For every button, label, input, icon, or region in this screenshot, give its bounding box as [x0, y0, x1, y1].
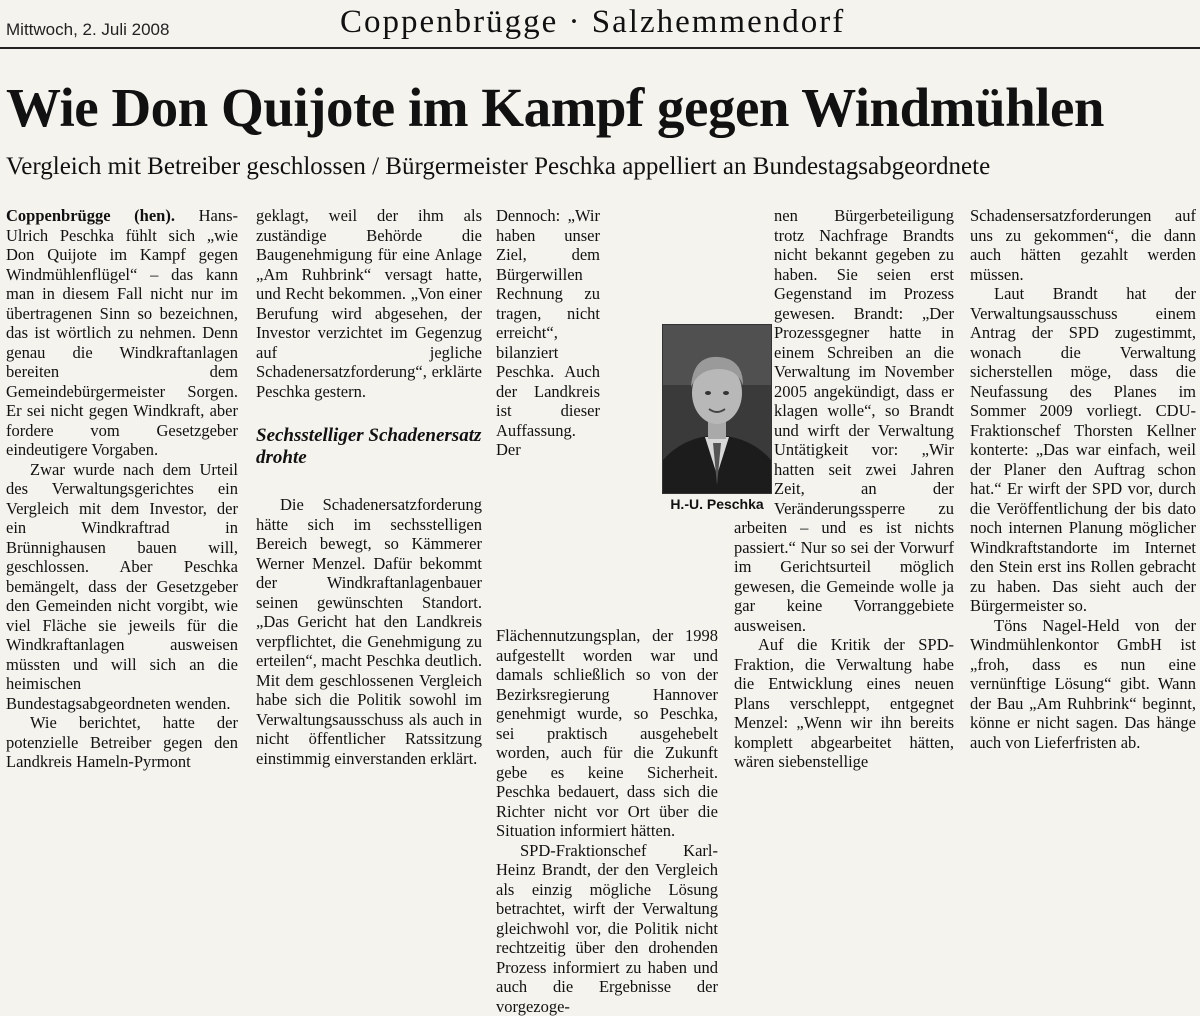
- paragraph-text: Hans-Ulrich Peschka fühlt sich „wie Don Quijote im Kampf gegen Windmühlenflügel“ – das kann man in diesem Fall nicht nur im übertragenen Sinn so bezeichnen, das ist wörtlich zu nehmen. Denn genau die Windkraftanlagen bereiten dem Gemeindebürgermeister Sorgen. Er sei nicht gegen Windkraft, aber fordere vom Gesetzgeber eindeutigere Vorgaben.: [6, 206, 238, 459]
- article-headline: Wie Don Quijote im Kampf gegen Windmühlen: [6, 78, 1104, 138]
- article-paragraph: geklagt, weil der ihm als zuständige Behörde die Baugenehmigung für eine Anlage „Am Ruhbrink“ versagt hatte, und Recht bekommen. „Von einer Berufung wird abgesehen, der Investor verzichtet im Gegenzug auf jegliche Schadenersatzforderung“, erklärte Peschka gestern.: [256, 206, 482, 401]
- section-title: Coppenbrügge · Salzhemmendorf: [340, 4, 845, 41]
- article-column-1: [6, 206, 238, 749]
- header-date: Mittwoch, 2. Juli 2008: [6, 20, 169, 40]
- article-paragraph: Schadensersatzforderungen auf uns zu gekommen“, die dann auch hätten gezahlt werden müssen.: [970, 206, 1196, 284]
- article-paragraph: Dennoch: „Wir haben unser Ziel, dem Bürgerwillen Rechnung zu tragen, nicht erreicht“, bilanziert Peschka. Auch der Landkreis ist dieser Auffassung. Der Flächennutzungsplan, der 1998 aufgestellt worden war und damals schließlich so von der Bezirksregierung Hannover genehmigt wurde, so Peschka, sei praktisch ausgehebelt worden, auch für die Zukunft gebe es keine Sicherheit. Peschka bedauert, dass sich die Richter nicht vor Ort über die Situation informiert hätten.: [496, 206, 718, 841]
- article-column-2: [256, 206, 482, 749]
- article-paragraph: Zwar wurde nach dem Urteil des Verwaltungsgerichtes ein Vergleich mit dem Investor, der ein Windkraftrad in Brünnighausen bauen will, geschlossen. Aber Peschka bemängelt, dass der Gesetzgeber den Gemeinden nicht vorgibt, wie viel Fläche sie jeweils für die Windkraftanlagen ausweisen müssten und will sich an die heimischen Bundestagsabgeordneten wenden.: [6, 460, 238, 714]
- article-paragraph: SPD-Fraktionschef Karl-Heinz Brandt, der den Vergleich als einzig mögliche Lösung betrachtet, wirft der Verwaltung gleichwohl vor, die Politik nicht rechtzeitig über den drohenden Prozess informiert zu haben und auch die Ergebnisse der vorgezoge-: [496, 841, 718, 1016]
- article-paragraph: [6, 206, 238, 460]
- article-subheadline: Vergleich mit Betreiber geschlossen / Bürgermeister Peschka appelliert an Bundestagsabgeordnete: [6, 152, 990, 182]
- dateline: Coppenbrügge (hen).: [6, 206, 175, 225]
- portrait-illustration: [663, 325, 771, 493]
- article-paragraph: Auf die Kritik der SPD-Fraktion, die Verwaltung habe die Entwicklung eines neuen Plans verschleppt, entgegnet Menzel: „Wenn wir ihn bereits komplett abgearbeitet hätten, wären siebenstellige: [734, 635, 954, 772]
- article-subhead: Sechsstelliger Schadenersatz drohte: [256, 425, 482, 469]
- article-paragraph: Wie berichtet, hatte der potenzielle Betreiber gegen den Landkreis Hameln-Pyrmont: [6, 713, 238, 772]
- photo-caption: H.-U. Peschka: [662, 496, 772, 512]
- article-paragraph: Die Schadenersatzforderung hätte sich im sechsstelligen Bereich bewegt, so Kämmerer Werner Menzel. Dafür bekommt der Windkraftanlagenbauer seinen gewünschten Standort. „Das Gericht hat den Landkreis verpflichtet, die Genehmigung zu erteilen“, macht Peschka deutlich. Mit dem geschlossenen Vergleich habe sich die Politik sowohl im Verwaltungsausschuss als auch in nicht öffentlicher Ratssitzung einstimmig einverstanden erklärt.: [256, 495, 482, 768]
- header-rule: [0, 47, 1200, 49]
- portrait-photo: [662, 324, 772, 494]
- article-paragraph: nen Bürgerbeteiligung trotz Nachfrage Brandts nicht bekannt gegeben zu haben. Sie seien erst Gegenstand im Prozess gewesen. Brandt: „Der Prozessgegner hatte in einem Schreiben an die Verwaltung im November 2005 angekündigt, dass er klagen wolle“, so Brandt und wirft der Verwaltung Untätigkeit vor: „Wir hatten seit zwei Jahren Zeit, an der Veränderungssperre zu arbeiten – und es ist nichts passiert.“ Nur so sei der Vorwurf im Gerichtsurteil möglich gewesen, die Gemeinde wolle ja gar keine Vorranggebiete ausweisen.: [734, 206, 954, 635]
- article-paragraph: Laut Brandt hat der Verwaltungsausschuss einem Antrag der SPD zugestimmt, wonach die Verwaltung sicherstellen möge, dass die Neufassung des Planes im Sommer 2009 vorliegt. CDU-Fraktionschef Thorsten Kellner konterte: „Das war einfach, weil der Planer den Auftrag schon hat.“ Er wirft der SPD vor, durch die Veröffentlichung der bis dato noch internen Planung möglicher Windkraftstandorte im Internet den Stein erst ins Rollen gebracht zu haben. Das sieht auch der Bürgermeister so.: [970, 284, 1196, 616]
- article-paragraph: Töns Nagel-Held von der Windmühlenkontor GmbH ist „froh, dass es nun eine vernünftige Lösung“ gibt. Wann der Bau „Am Ruhbrink“ beginnt, könne er nicht sagen. Das hänge auch von Lieferfristen ab.: [970, 616, 1196, 753]
- article-column-5: [970, 206, 1196, 749]
